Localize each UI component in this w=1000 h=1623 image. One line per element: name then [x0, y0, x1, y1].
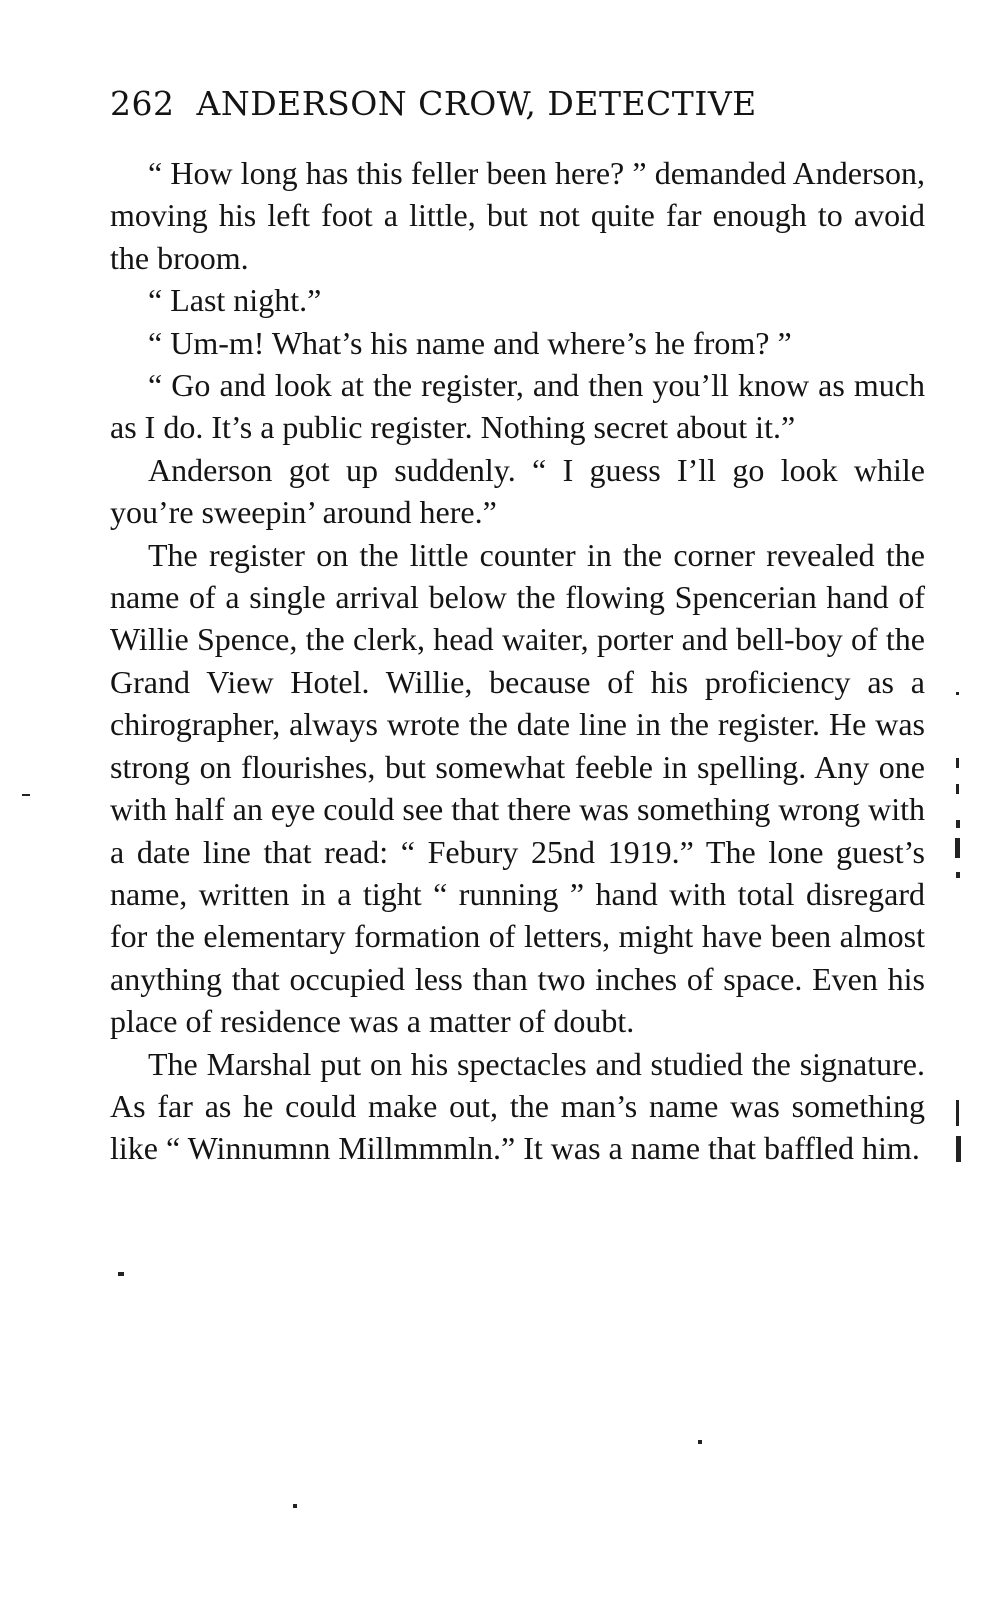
- print-speck: [118, 1272, 124, 1276]
- print-speck: [956, 692, 959, 695]
- paragraph: “ Last night.”: [148, 282, 322, 319]
- print-speck: [293, 1504, 297, 1508]
- body-text: [110, 152, 925, 1170]
- paragraph: Anderson got up suddenly. “ I guess I’ll go look while you’re sweepin’ around here.”: [110, 451, 925, 531]
- page-number: 262: [110, 84, 175, 123]
- paragraph: “ Um-m! What’s his name and where’s he from? ”: [148, 324, 792, 361]
- print-speck: [956, 820, 960, 828]
- print-speck: [955, 838, 960, 858]
- print-speck: [22, 794, 30, 796]
- print-speck: [698, 1440, 702, 1444]
- print-speck: [956, 872, 960, 878]
- print-speck: [956, 758, 959, 768]
- running-title: ANDERSON CROW, DETECTIVE: [196, 84, 757, 123]
- print-speck: [956, 784, 959, 794]
- print-speck: [956, 1136, 961, 1162]
- paragraph: “ Go and look at the register, and then you’ll know as much as I do. It’s a public register. Nothing secret about it.”: [110, 367, 925, 446]
- paragraph: “ How long has this feller been here? ” demanded Anderson, moving his left foot a little, but not quite far enough to avoid the broom.: [110, 155, 925, 276]
- print-speck: [956, 1100, 959, 1126]
- paragraph: The Marshal put on his spectacles and studied the signature. As far as he could make out, the man’s name was something like “ Winnumnn Millmmmln.” It was a name that baffled him.: [110, 1045, 925, 1167]
- paragraph: The register on the little counter in the corner revealed the name of a single arrival below the flowing Spencerian hand of Willie Spence, the clerk, head waiter, porter and bell-boy of the Grand View Hotel. Willie, because of his proficiency as a chirographer, always wrote the date line in the register. He was strong on flourishes, but somewhat feeble in spelling. Any one with half an eye could see that there was something wrong with a date line that read: “ Febury 25nd 1919.” The lone guest’s name, written in a tight “ running ” hand with total disregard for the elementary formation of letters, might have been almost anything that occupied less than two inches of space. Even his place of residence was a matter of doubt.: [110, 536, 925, 1040]
- running-header: [110, 84, 930, 124]
